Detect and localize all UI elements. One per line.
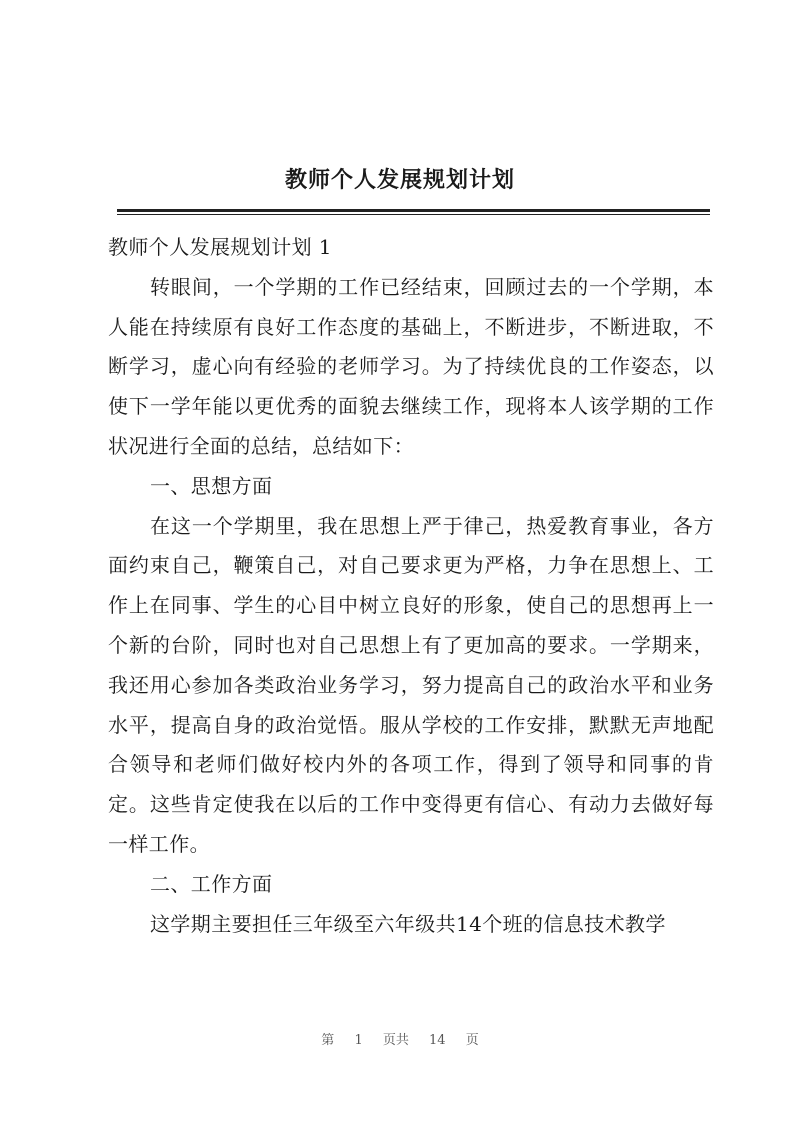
section-heading-thought: 一、思想方面: [150, 473, 273, 498]
footer-prefix: 第: [321, 1033, 335, 1048]
section-subtitle: 教师个人发展规划计划 1: [108, 235, 332, 259]
page-title: 教师个人发展规划计划: [284, 167, 515, 193]
page-footer: [0, 1032, 800, 1050]
document-body: [108, 228, 714, 944]
footer-middle: 页共: [382, 1033, 409, 1048]
section-heading-work: 二、工作方面: [150, 871, 273, 896]
footer-page-number: 1: [354, 1033, 363, 1048]
paragraph-thought: 在这一个学期里，我在思想上严于律己，热爱教育事业，各方面约束自己，鞭策自己，对自己要求更为严格，力争在思想上、工作上在同事、学生的心目中树立良好的形象，使自己的思想再上一个新的台阶，同时也对自己思想上有了更加高的要求。一学期来，我还用心参加各类政治业务学习，努力提高自己的政治水平和业务水平，提高自身的政治觉悟。服从学校的工作安排，默默无声地配合领导和老师们做好校内外的各项工作，得到了领导和同事的肯定。这些肯定使我在以后的工作中变得更有信心、有动力去做好每一样工作。: [108, 513, 714, 856]
footer-total-pages: 14: [429, 1033, 446, 1048]
footer-suffix: 页: [465, 1033, 479, 1048]
paragraph-work: 这学期主要担任三年级至六年级共14个班的信息技术教学: [150, 911, 666, 936]
paragraph-intro: 转眼间，一个学期的工作已经结束，回顾过去的一个学期，本人能在持续原有良好工作态度的基础上，不断进步，不断进取，不断学习，虚心向有经验的老师学习。为了持续优良的工作姿态，以使下一学年能以更优秀的面貌去继续工作，现将本人该学期的工作状况进行全面的总结，总结如下：: [108, 274, 714, 458]
title-divider: [117, 209, 710, 215]
